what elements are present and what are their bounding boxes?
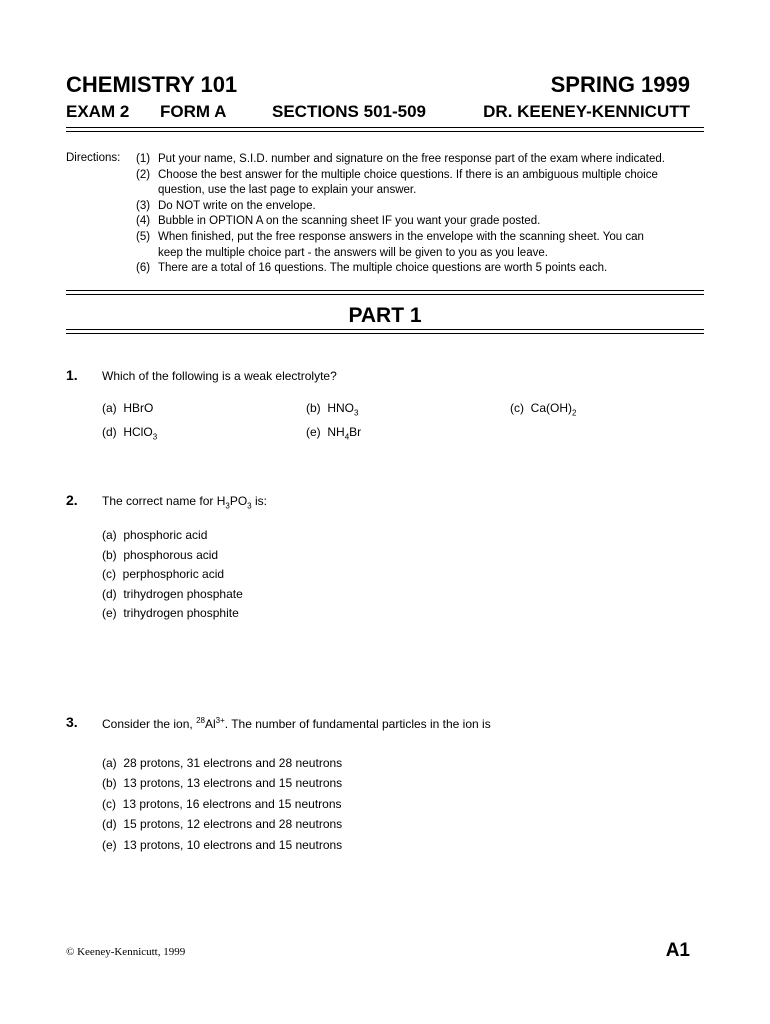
directions-list	[136, 152, 665, 277]
direction-text: Put your name, S.I.D. number and signature on the free response part of the exam where indicated.	[158, 153, 665, 165]
q2-option-b[interactable]: (b) phosphorous acid	[102, 547, 219, 562]
direction-item	[136, 214, 665, 230]
q3-options	[102, 753, 342, 855]
q2-options	[102, 526, 243, 624]
direction-num: (6)	[136, 262, 151, 275]
course-title: CHEMISTRY 101	[66, 72, 238, 97]
direction-item	[136, 261, 665, 277]
q3-option-e[interactable]: (e) 13 protons, 10 electrons and 15 neutrons	[102, 837, 343, 852]
term: SPRING 1999	[550, 72, 690, 97]
form-label: FORM A	[160, 102, 227, 121]
part-rule-bottom-1	[66, 329, 704, 330]
question-1-text: Which of the following is a weak electrolyte?	[102, 369, 337, 383]
q2-option-e[interactable]: (e) trihydrogen phosphite	[102, 606, 239, 620]
direction-num: (1)	[136, 153, 151, 165]
q1-option-e[interactable]: (e) $NH_4Br$	[306, 425, 362, 442]
direction-item	[136, 168, 665, 199]
q3-option-d[interactable]: (d) 15 protons, 12 electrons and 28 neutrons	[102, 817, 343, 832]
direction-item	[136, 199, 665, 215]
header-rule-2	[66, 131, 704, 132]
q3-option-a[interactable]: (a) 28 protons, 31 electrons and 28 neutrons	[102, 756, 343, 770]
q3-option-b[interactable]: (b) 13 protons, 13 electrons and 15 neutrons	[102, 776, 343, 791]
direction-text: Choose the best answer for the multiple choice questions. If there is an ambiguous multiple choice question, use the last page to explain your answer.	[158, 168, 658, 197]
part-title: PART 1	[348, 304, 422, 327]
q1-option-c[interactable]: (c) $Ca(OH)_2$	[510, 401, 577, 418]
q2-option-c[interactable]: (c) perphosphoric acid	[102, 567, 225, 581]
q1-option-d[interactable]: (d) HClO$_3$	[102, 425, 158, 442]
q2-option-d[interactable]: (d) trihydrogen phosphate	[102, 586, 243, 601]
question-3-text: Consider the ion, $^{28}Al^{3+}$. The number of fundamental particles in the ion is	[102, 716, 491, 731]
direction-num: (4)	[136, 215, 151, 228]
directions-label: Directions:	[66, 152, 121, 164]
q2-option-a[interactable]: (a) phosphoric acid	[102, 528, 208, 542]
header-rule-1	[66, 127, 704, 128]
page-number: A1	[665, 940, 690, 961]
question-2-number: 2.	[66, 492, 78, 508]
part-rule-top-2	[66, 294, 704, 295]
direction-text: Bubble in OPTION A on the scanning sheet IF you want your grade posted.	[158, 215, 541, 228]
direction-num: (2)	[136, 168, 151, 181]
part-rule-top-1	[66, 290, 704, 291]
q1-option-b[interactable]: (b) $HNO_3$	[306, 401, 359, 418]
exam-label: EXAM 2	[66, 102, 130, 121]
direction-item	[136, 152, 665, 168]
question-1-number: 1.	[66, 367, 78, 383]
direction-text: Do NOT write on the envelope.	[158, 199, 316, 212]
question-3-number: 3.	[66, 714, 78, 730]
direction-text: When finished, put the free response answers in the envelope with the scanning sheet. You can keep the multiple choice part - the answers will be given to you as you leave.	[158, 230, 644, 259]
instructor: DR. KEENEY-KENNICUTT	[483, 102, 690, 121]
direction-num: (5)	[136, 230, 151, 243]
direction-item	[136, 230, 665, 261]
direction-num: (3)	[136, 199, 151, 212]
q1-option-a[interactable]: (a) HBrO	[102, 401, 154, 415]
q3-option-c[interactable]: (c) 13 protons, 16 electrons and 15 neutrons	[102, 796, 342, 811]
question-2-text: The correct name for $H_3PO_3$ is:	[102, 494, 267, 511]
part-rule-bottom-2	[66, 333, 704, 334]
copyright: © Keeney-Kennicutt, 1999	[66, 946, 186, 958]
sections-label: SECTIONS 501-509	[272, 102, 427, 121]
direction-text: There are a total of 16 questions. The multiple choice questions are worth 5 points each.	[158, 262, 608, 275]
